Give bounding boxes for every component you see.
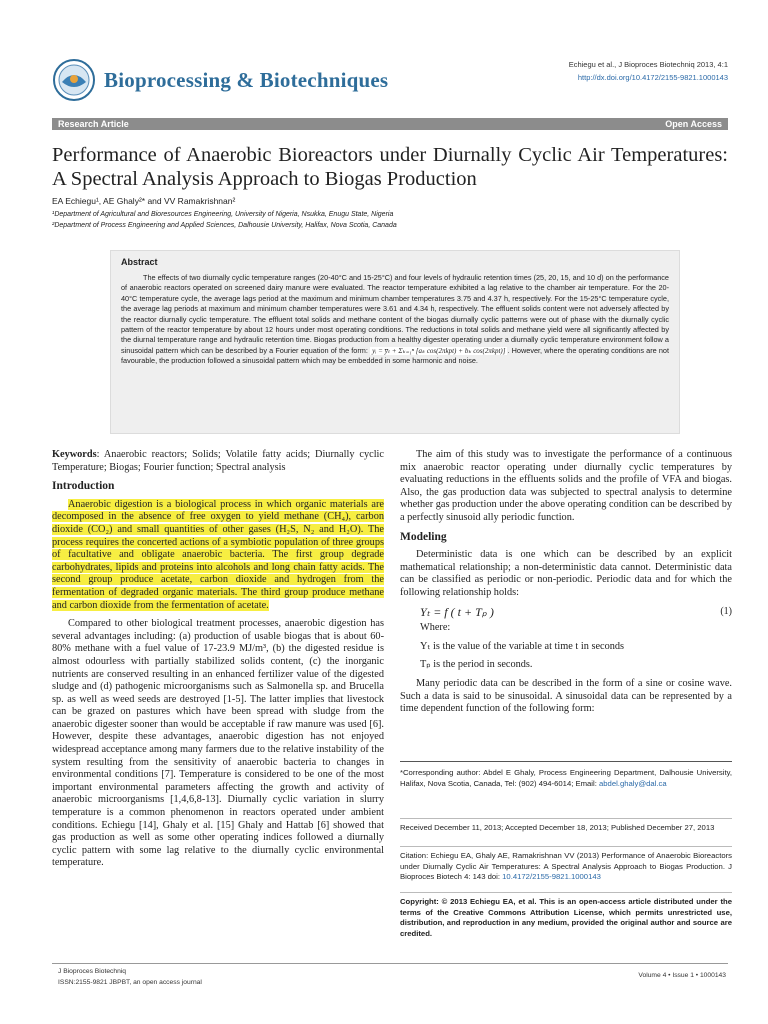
article-type-band <box>52 118 728 130</box>
authors: EA Echiegu¹, AE Ghaly²* and VV Ramakrishnan² <box>52 196 236 206</box>
article-title: Performance of Anaerobic Bioreactors under Diurnally Cyclic Air Temperatures: A Spectral Analysis Approach to Biogas Production <box>52 144 728 190</box>
citation-label: Citation: <box>400 851 429 860</box>
abstract-text-part1: The effects of two diurnally cyclic temperature ranges (20-40°C and 15-25°C) and four levels of hydraulic retention times (25, 20, 15, and 10 d) on the performance of anaerobic reactors operated on screened dairy manure were evaluated. The reactor temperature exhibited a lag relative to the chamber air temperature. For the 20-40°C temperature cycle, the average lags period at the maximum and minimum chamber temperatures 3.75 and 4.37 h, respectively. For the 15-25°C temperature cycle, the average lag periods at maximum and minimum chamber temperatures were 3.61 and 4.34 h, respectively. The effluent solids content were not adversely affected by the reactor diurnally cyclic temperature. The effluent total solids and methane content of the biogas diurnally cyclic patterns were out of phase with the diurnally cyclic pattern of the reactor temperature by about 12 hours under most operating conditions. The reductions in total solids and methane yield were all significantly affected by the diurnal temperature range and hydraulic retention time. Biogas production from a healthy digester operating under a diurnally cyclic temperature environment follow a sinusoidal pattern which can be described by a Fourier equation of the form: <box>121 273 669 355</box>
copyright-label: Copyright: <box>400 897 439 906</box>
open-access-label: Open Access <box>665 119 722 129</box>
footer-divider <box>52 963 728 964</box>
sine-paragraph: Many periodic data can be described in the form of a sine or cosine wave. Such a data is said to be sinusoidal. A sinusoidal data can be represented by a time dependent function of the following form: <box>400 677 732 715</box>
where-label: Where: <box>420 622 451 634</box>
keywords-label: Keywords <box>52 449 97 460</box>
citation-block <box>400 851 732 883</box>
abstract-box <box>110 250 680 434</box>
affiliation-1: ¹Department of Agricultural and Bioresources Engineering, University of Nigeria, Nsukka, Enugu State, Nigeria <box>52 211 394 218</box>
equation-1: Yₜ = f ( t + Tₚ ) <box>420 604 494 619</box>
definition-y: Yₜ is the value of the variable at time t in seconds <box>420 640 625 652</box>
left-column <box>52 449 384 876</box>
footer-issn: ISSN:2155-9821 JBPBT, an open access journal <box>58 979 202 986</box>
affiliation-2: ²Department of Process Engineering and Applied Sciences, Dalhousie University, Halifax, Nova Scotia, Canada <box>52 222 397 229</box>
journal-logo <box>52 58 388 102</box>
author-email-link[interactable]: abdel.ghaly@dal.ca <box>599 778 667 788</box>
modeling-paragraph: Deterministic data is one which can be described by an explicit mathematical relationship; a non-deterministic data cannot. Deterministic data can be classified as periodic or non-periodic. Periodic data and for which the following relationship holds: <box>400 549 732 598</box>
corresponding-author <box>400 768 732 789</box>
equation-1-row <box>400 606 732 619</box>
introduction-heading: Introduction <box>52 480 115 493</box>
abstract-text-part2: . However, where the operating conditions are not favourable, the production followed a sinusoidal pattern which may be embedded in some harmonic and noise. <box>121 345 669 366</box>
copyright-text: © 2013 Echiegu EA, et al. This is an open-access article distributed under the terms of the Creative Commons Attribution License, which permits unrestricted use, distribution, and reproduction in any medium, provided the original author and source are credited. <box>400 897 732 938</box>
footnote-rule-3 <box>400 892 732 893</box>
footer-left <box>58 966 202 988</box>
footer-volume: Volume 4 • Issue 1 • 1000143 <box>638 972 726 979</box>
abstract-text <box>121 273 669 367</box>
highlighted-text: Anaerobic digestion is a biological process in which organic materials are decomposed in the absence of free oxygen to yield methane (CH₄), carbon dioxide (CO₂) and small quantities of other gases (H₂S, N₂ and H₂O). The process requires the concerted actions of a symbiotic population of three groups of facultative and obligate anaerobic bacteria. The first group degrade carbohydrates, lipids and proteins into alcohols and long chain fatty acids. The second group produce acetate, carbon dioxide and hydrogen from the fermentation of degraded organic materials. The third group produce methane and carbon dioxide from the fermentation of acetate. <box>52 498 384 611</box>
footnote-divider <box>400 761 732 762</box>
modeling-heading: Modeling <box>400 530 447 543</box>
copyright-block <box>400 897 732 939</box>
keywords-text: : Anaerobic reactors; Solids; Volatile fatty acids; Diurnally cyclic Temperature; Biogas; Fourier function; Spectral analysis <box>52 449 384 473</box>
citation-doi-link[interactable]: 10.4172/2155-9821.1000143 <box>502 872 601 882</box>
keywords <box>52 449 384 474</box>
equation-1-number: (1) <box>720 605 732 617</box>
research-article-label: Research Article <box>58 119 129 129</box>
journal-seal-icon <box>52 58 96 102</box>
footnote-rule-2 <box>400 846 732 847</box>
footnote-rule-1 <box>400 818 732 819</box>
aim-paragraph: The aim of this study was to investigate the performance of a continuous mix anaerobic reactor operating under diurnally cyclic temperatures by evaluating reductions in the effluents solids and the profile of VFA and biogas. Also, the gas production data was subjected to spectral analysis to determine whether gas production under the above operating condition can be described by a perfectly sinusoid ally periodic function. <box>400 449 732 523</box>
top-citation <box>569 58 728 84</box>
citation-line: Echiegu et al., J Bioproces Biotechniq 2013, 4:1 <box>568 60 728 69</box>
definition-t: Tₚ is the period in seconds. <box>420 659 533 671</box>
abstract-heading: Abstract <box>121 257 158 267</box>
right-column <box>400 449 732 722</box>
journal-name: Bioprocessing & Biotechniques <box>104 67 389 92</box>
doi-link[interactable]: http://dx.doi.org/10.4172/2155-9821.1000143 <box>577 73 728 82</box>
intro-paragraph-1 <box>52 499 384 612</box>
intro-paragraph-2: Compared to other biological treatment processes, anaerobic digestion has several advantages including: (a) production of usable biogas that is about 60-80% methane with a fuel value of 17-23.9 MJ/m³, (b) the digested residue is almost odourless with partially stabilized solids content, (c) the inorganic nutrients are conserved resulting in an enhanced fertilizer value of the digested sludge and (d) pathogenic microorganisms such as Salmonella sp. and Brucella sp. as well as weed seeds are destroyed [1-5]. The latter implies that livestock can be grazed on pastures which have been spread with sludge from the anaerobic digester sooner than would be acceptable if raw manure was used [6]. However, despite these advantages, anaerobic digestion has not enjoyed widespread acceptance among many farmers due to the relative instability of the system resulting from the sensitivity of anaerobic bacteria to changes in environmental conditions [7]. Temperature is considered to be one of the most important environmental parameters affecting the growth and activity of anaerobic microorganisms [1,4,6,8-13]. Diurnally cyclic variation in slurry temperature is a common phenomenon in reactors operated under ambient conditions. Echiegu [14], Ghaly et al. [15] Ghaly and Hattab [6] showed that gas production as well as some other operating indices followed a diurnally cyclic pattern with some lag relative to the diurnally cyclic environmental temperature. <box>52 618 384 869</box>
article-dates: Received December 11, 2013; Accepted December 18, 2013; Published December 27, 2013 <box>400 823 715 832</box>
footer-journal: J Bioproces Biotechniq <box>58 968 127 975</box>
corresponding-author-text: *Corresponding author: Abdel E Ghaly, Process Engineering Department, Dalhousie University, Halifax, Nova Scotia, Canada, Tel: (902) 494-6014; Email: <box>400 768 732 788</box>
fourier-equation: yᵢ = y̅ₜ + Σₖ₌₁ⁿ [aₖ cos(2πkpt) + bₖ cos(2πkpt)] <box>372 346 506 355</box>
citation-text: Echiegu EA, Ghaly AE, Ramakrishnan VV (2013) Performance of Anaerobic Bioreactors under Diurnally Cyclic Air Temperatures: A Spectral Analysis Approach to Biogas Production. J Bioproces Biotech 4: 143 doi: <box>400 851 733 882</box>
